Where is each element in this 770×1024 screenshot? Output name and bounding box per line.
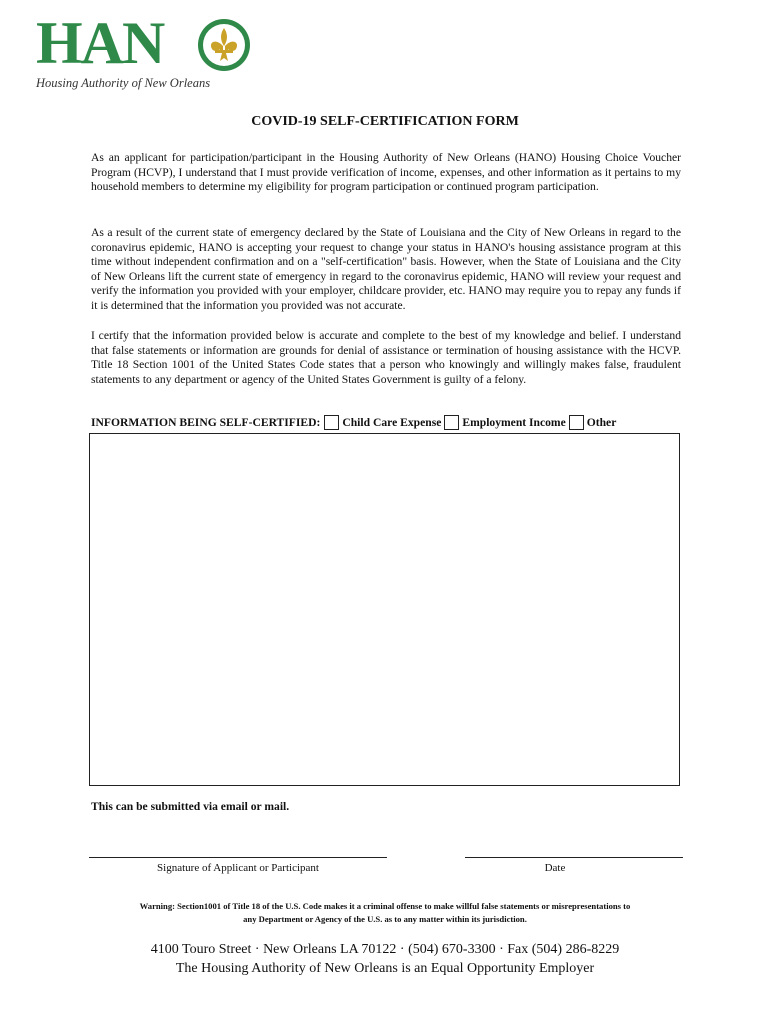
logo-wordmark: HAN [36, 10, 164, 76]
form-title: COVID-19 SELF-CERTIFICATION FORM [251, 114, 519, 129]
other-label: Other [586, 415, 617, 429]
child-care-expense-checkbox[interactable] [324, 415, 339, 430]
logo-tagline: Housing Authority of New Orleans [36, 76, 211, 90]
submission-note: This can be submitted via email or mail. [91, 800, 290, 813]
employment-income-checkbox[interactable] [444, 415, 459, 430]
child-care-expense-label: Child Care Expense [342, 415, 442, 429]
footer-address: 4100 Touro Street · New Orleans LA 70122 · (504) 670-3300 · Fax (504) 286-8229 [150, 942, 620, 957]
other-checkbox[interactable] [569, 415, 584, 430]
signature-label: Signature of Applicant or Participant [157, 862, 319, 874]
fleur-de-lis-icon [196, 16, 252, 74]
information-certified-label: INFORMATION BEING SELF-CERTIFIED: [91, 415, 321, 429]
date-label: Date [544, 862, 566, 874]
hano-logo [36, 10, 236, 98]
employment-income-label: Employment Income [462, 415, 566, 429]
date-line[interactable] [465, 857, 683, 858]
intro-paragraph: As an applicant for participation/participant in the Housing Authority of New Orleans (HANO) Housing Choice Voucher Program (HCVP), I understand that I must provide verification of income, expenses, and other information as it pertains to my household members to determine my eligibility for program participation or continued program participation. [91, 151, 681, 194]
legal-warning [80, 900, 690, 925]
signature-line[interactable] [89, 857, 387, 858]
footer-eeo-statement: The Housing Authority of New Orleans is an Equal Opportunity Employer [175, 961, 595, 976]
warning-line-1: Warning: Section1001 of Title 18 of the U.S. Code makes it a criminal offense to make willful false statements or misrepresentations to [139, 901, 631, 911]
emergency-paragraph: As a result of the current state of emergency declared by the State of Louisiana and the City of New Orleans in regard to the coronavirus epidemic, HANO is accepting your request to change your status in HANO's housing assistance program at this time without independent confirmation and on a "self-certification" basis. However, when the State of Louisiana and the City of New Orleans lift the current state of emergency in regard to the coronavirus epidemic, HANO will review your request and verify the information you provided with your employer, childcare provider, etc. HANO may require you to repay any funds if it is determined that the information you provided was not accurate. [91, 226, 681, 312]
warning-line-2: any Department or Agency of the U.S. as to any matter within its jurisdiction. [243, 913, 527, 924]
information-certified-row [91, 412, 681, 432]
certification-paragraph: I certify that the information provided below is accurate and complete to the best of my knowledge and belief. I understand that false statements or information are grounds for denial of assistance or termination of housing assistance with the HCVP. Title 18 Section 1001 of the United States Code states that a person who knowingly and willingly makes false, fraudulent statements to any department or agency of the United States Government is guilty of a felony. [91, 329, 681, 386]
self-certification-textbox[interactable] [89, 433, 680, 786]
